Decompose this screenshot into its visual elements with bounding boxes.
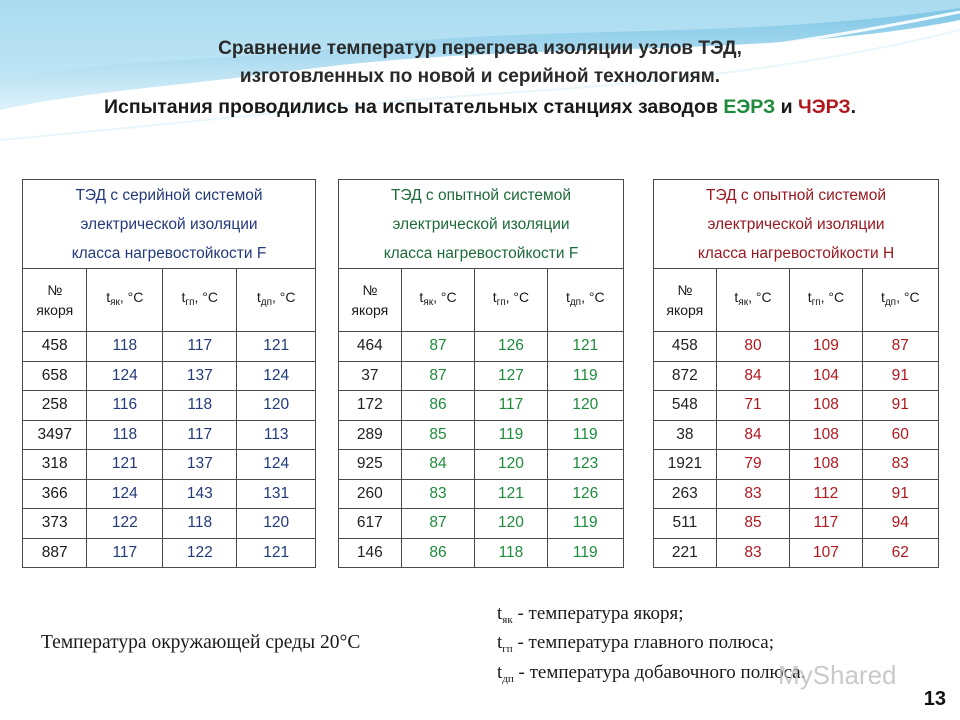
temperature-cell: 87: [401, 361, 475, 391]
table-row: [339, 420, 624, 450]
legend-text: - температура добавочного полюса.: [513, 662, 806, 683]
temperature-cell: 124: [237, 450, 316, 480]
temperature-cell: 119: [547, 361, 623, 391]
table-row: [339, 479, 624, 509]
armature-number-cell: 260: [339, 479, 402, 509]
temperature-cell: 117: [790, 509, 862, 539]
temperature-cell: 91: [862, 361, 938, 391]
table-row: [654, 420, 939, 450]
table-row: [654, 332, 939, 362]
title-line-2: изготовленных по новой и серийной технологиям.: [239, 66, 721, 87]
temperature-cell: 87: [862, 332, 938, 362]
table-header-line: ТЭД с опытной системой: [706, 186, 886, 204]
table-header-line: электрической изоляции: [392, 215, 570, 233]
col-header-armature-no: [654, 269, 717, 332]
col-header-subscript: дп: [569, 297, 582, 308]
table-row: [23, 332, 316, 362]
temperature-cell: 79: [716, 450, 790, 480]
table-experimental-h: [653, 179, 939, 568]
table-header-line: электрической изоляции: [707, 215, 885, 233]
temperature-cell: 107: [790, 538, 862, 568]
temperature-cell: 121: [87, 450, 163, 480]
temperature-cell: 120: [475, 509, 547, 539]
col-header-tgp: [790, 269, 862, 332]
armature-number-cell: 658: [23, 361, 87, 391]
table-row: [339, 391, 624, 421]
col-header-subscript: гп: [811, 297, 821, 308]
armature-number-cell: 221: [654, 538, 717, 568]
armature-number-cell: 1921: [654, 450, 717, 480]
legend-subscript: як: [502, 614, 513, 626]
temperature-cell: 120: [475, 450, 547, 480]
col-header-symbol: t: [106, 289, 111, 305]
temperature-cell: 83: [716, 479, 790, 509]
ambient-temperature-note: Температура окружающей среды 20°С: [41, 632, 361, 653]
armature-number-cell: 458: [23, 332, 87, 362]
col-header-tyak: [716, 269, 790, 332]
col-header-tgp: [163, 269, 237, 332]
col-header-armature-no: [23, 269, 87, 332]
armature-number-cell: 872: [654, 361, 717, 391]
col-header-symbol: t: [734, 289, 739, 305]
watermark-logo: MyShared: [778, 660, 897, 690]
table-row: [654, 450, 939, 480]
temperature-cell: 112: [790, 479, 862, 509]
temperature-cell: 87: [401, 332, 475, 362]
armature-number-cell: 146: [339, 538, 402, 568]
col-header-tdp: [237, 269, 316, 332]
col-header-num-sign: №: [47, 282, 63, 298]
temperature-cell: 86: [401, 391, 475, 421]
col-header-symbol: t: [419, 289, 424, 305]
col-header-tdp: [547, 269, 623, 332]
col-header-num-word: якоря: [36, 302, 74, 318]
armature-number-cell: 366: [23, 479, 87, 509]
col-header-num-sign: №: [362, 282, 378, 298]
temperature-cell: 83: [401, 479, 475, 509]
armature-number-cell: 38: [654, 420, 717, 450]
col-header-subscript: гп: [185, 297, 195, 308]
col-header-unit: , °C: [194, 289, 218, 305]
title-line-1: Сравнение температур перегрева изоляции узлов ТЭД,: [218, 38, 742, 59]
temperature-cell: 83: [716, 538, 790, 568]
table-header: [23, 180, 316, 269]
col-header-tgp: [475, 269, 547, 332]
temperature-cell: 124: [237, 361, 316, 391]
temperature-cell: 123: [547, 450, 623, 480]
temperature-cell: 84: [401, 450, 475, 480]
table-row: [654, 509, 939, 539]
col-header-symbol: t: [181, 289, 186, 305]
table-row: [23, 391, 316, 421]
col-header-subscript: дп: [884, 297, 897, 308]
table-row: [23, 479, 316, 509]
table-header-row: [23, 180, 316, 269]
temperature-cell: 108: [790, 391, 862, 421]
armature-number-cell: 925: [339, 450, 402, 480]
col-header-subscript: дп: [260, 297, 272, 308]
table-subheader-row: [654, 269, 939, 332]
temperature-cell: 121: [237, 538, 316, 568]
temperature-cell: 118: [87, 420, 163, 450]
armature-number-cell: 511: [654, 509, 717, 539]
temperature-cell: 118: [475, 538, 547, 568]
temperature-cell: 122: [87, 509, 163, 539]
table-header-row: [654, 180, 939, 269]
col-header-symbol: t: [807, 289, 812, 305]
table-row: [654, 538, 939, 568]
temperature-cell: 126: [547, 479, 623, 509]
temperature-cell: 62: [862, 538, 938, 568]
armature-number-cell: 464: [339, 332, 402, 362]
plant-eerz: ЕЭРЗ: [723, 96, 776, 118]
col-header-num-sign: №: [677, 282, 693, 298]
temperature-cell: 121: [475, 479, 547, 509]
temperature-cell: 131: [237, 479, 316, 509]
temperature-cell: 108: [790, 450, 862, 480]
table-header-line: класса нагревостойкости F: [383, 244, 579, 262]
temperature-cell: 120: [237, 391, 316, 421]
col-header-unit: , °C: [896, 289, 920, 305]
col-header-unit: , °C: [433, 289, 457, 305]
armature-number-cell: 458: [654, 332, 717, 362]
temperature-cell: 91: [862, 391, 938, 421]
armature-number-cell: 289: [339, 420, 402, 450]
temperature-cell: 137: [163, 361, 237, 391]
armature-number-cell: 172: [339, 391, 402, 421]
armature-number-cell: 548: [654, 391, 717, 421]
title-line-3-period: .: [850, 96, 857, 118]
col-header-tyak: [87, 269, 163, 332]
temperature-cell: 124: [87, 361, 163, 391]
col-header-symbol: t: [492, 289, 497, 305]
temperature-cell: 71: [716, 391, 790, 421]
legend-item-tgp: [497, 632, 774, 655]
temperature-cell: 126: [475, 332, 547, 362]
temperature-cell: 119: [547, 420, 623, 450]
temperature-cell: 143: [163, 479, 237, 509]
table-subheader-row: [23, 269, 316, 332]
temperature-cell: 127: [475, 361, 547, 391]
temperature-cell: 137: [163, 450, 237, 480]
table-header-line: ТЭД с серийной системой: [75, 186, 263, 204]
temperature-cell: 108: [790, 420, 862, 450]
armature-number-cell: 258: [23, 391, 87, 421]
col-header-tyak: [401, 269, 475, 332]
col-header-symbol: t: [256, 289, 261, 305]
temperature-cell: 83: [862, 450, 938, 480]
temperature-cell: 86: [401, 538, 475, 568]
legend-symbol: t: [497, 662, 503, 683]
table-row: [654, 479, 939, 509]
table-header-line: класса нагревостойкости Н: [697, 244, 895, 262]
col-header-subscript: як: [110, 297, 120, 308]
table-header-row: [339, 180, 624, 269]
temperature-cell: 113: [237, 420, 316, 450]
legend-text: - температура главного полюса;: [512, 632, 774, 653]
legend-subscript: гп: [502, 643, 513, 655]
plant-cherz: ЧЭРЗ: [798, 96, 851, 118]
temperature-cell: 121: [547, 332, 623, 362]
col-header-unit: , °C: [820, 289, 845, 305]
table-header-line: ТЭД с опытной системой: [391, 186, 571, 204]
temperature-cell: 116: [87, 391, 163, 421]
armature-number-cell: 373: [23, 509, 87, 539]
title-line-3: [0, 96, 960, 119]
temperature-cell: 118: [163, 391, 237, 421]
armature-number-cell: 887: [23, 538, 87, 568]
temperature-cell: 80: [716, 332, 790, 362]
temperature-cell: 117: [163, 332, 237, 362]
legend-subscript: дп: [502, 673, 514, 685]
table-subheader-row: [339, 269, 624, 332]
col-header-symbol: t: [565, 289, 570, 305]
legend-item-tyak: [497, 603, 684, 626]
temperature-cell: 119: [475, 420, 547, 450]
table-row: [23, 361, 316, 391]
table-row: [339, 538, 624, 568]
legend-item-tdp: [497, 662, 805, 685]
temperature-cell: 119: [547, 509, 623, 539]
col-header-unit: , °C: [505, 289, 530, 305]
table-row: [654, 391, 939, 421]
temperature-cell: 91: [862, 479, 938, 509]
table-row: [339, 509, 624, 539]
temperature-cell: 84: [716, 420, 790, 450]
col-header-subscript: як: [738, 297, 749, 308]
table-row: [23, 420, 316, 450]
col-header-tdp: [862, 269, 938, 332]
temperature-cell: 85: [716, 509, 790, 539]
col-header-symbol: t: [880, 289, 885, 305]
table-header: [339, 180, 624, 269]
table-experimental-f: [338, 179, 624, 568]
col-header-subscript: гп: [496, 297, 506, 308]
legend-symbol: t: [497, 603, 503, 624]
armature-number-cell: 263: [654, 479, 717, 509]
legend-text: - температура якоря;: [512, 603, 684, 624]
col-header-subscript: як: [423, 297, 434, 308]
col-header-num-word: якоря: [666, 302, 704, 318]
table-row: [23, 538, 316, 568]
col-header-unit: , °C: [581, 289, 605, 305]
col-header-unit: , °C: [748, 289, 772, 305]
armature-number-cell: 318: [23, 450, 87, 480]
armature-number-cell: 3497: [23, 420, 87, 450]
temperature-cell: 84: [716, 361, 790, 391]
table-header-line: электрической изоляции: [80, 215, 258, 233]
temperature-cell: 120: [547, 391, 623, 421]
temperature-cell: 60: [862, 420, 938, 450]
table-row: [339, 332, 624, 362]
table-row: [23, 450, 316, 480]
temperature-cell: 117: [475, 391, 547, 421]
col-header-armature-no: [339, 269, 402, 332]
col-header-unit: , °C: [119, 289, 144, 305]
temperature-cell: 87: [401, 509, 475, 539]
temperature-cell: 104: [790, 361, 862, 391]
table-row: [339, 450, 624, 480]
temperature-cell: 120: [237, 509, 316, 539]
armature-number-cell: 37: [339, 361, 402, 391]
armature-number-cell: 617: [339, 509, 402, 539]
temperature-cell: 121: [237, 332, 316, 362]
table-row: [654, 361, 939, 391]
temperature-cell: 109: [790, 332, 862, 362]
temperature-cell: 118: [163, 509, 237, 539]
col-header-unit: , °C: [272, 289, 296, 305]
table-row: [23, 509, 316, 539]
table-header-line: класса нагревостойкости F: [71, 244, 267, 262]
temperature-cell: 117: [163, 420, 237, 450]
legend-symbol: t: [497, 632, 503, 653]
temperature-cell: 117: [87, 538, 163, 568]
temperature-cell: 118: [87, 332, 163, 362]
table-row: [339, 361, 624, 391]
page-number: 13: [923, 688, 946, 710]
temperature-cell: 85: [401, 420, 475, 450]
col-header-num-word: якоря: [351, 302, 389, 318]
title-line-3-and: и: [775, 96, 799, 118]
temperature-cell: 124: [87, 479, 163, 509]
table-serial-f: [22, 179, 316, 568]
temperature-cell: 122: [163, 538, 237, 568]
temperature-cell: 119: [547, 538, 623, 568]
table-header: [654, 180, 939, 269]
temperature-cell: 94: [862, 509, 938, 539]
title-line-3-text: Испытания проводились на испытательных станциях заводов: [103, 96, 724, 118]
